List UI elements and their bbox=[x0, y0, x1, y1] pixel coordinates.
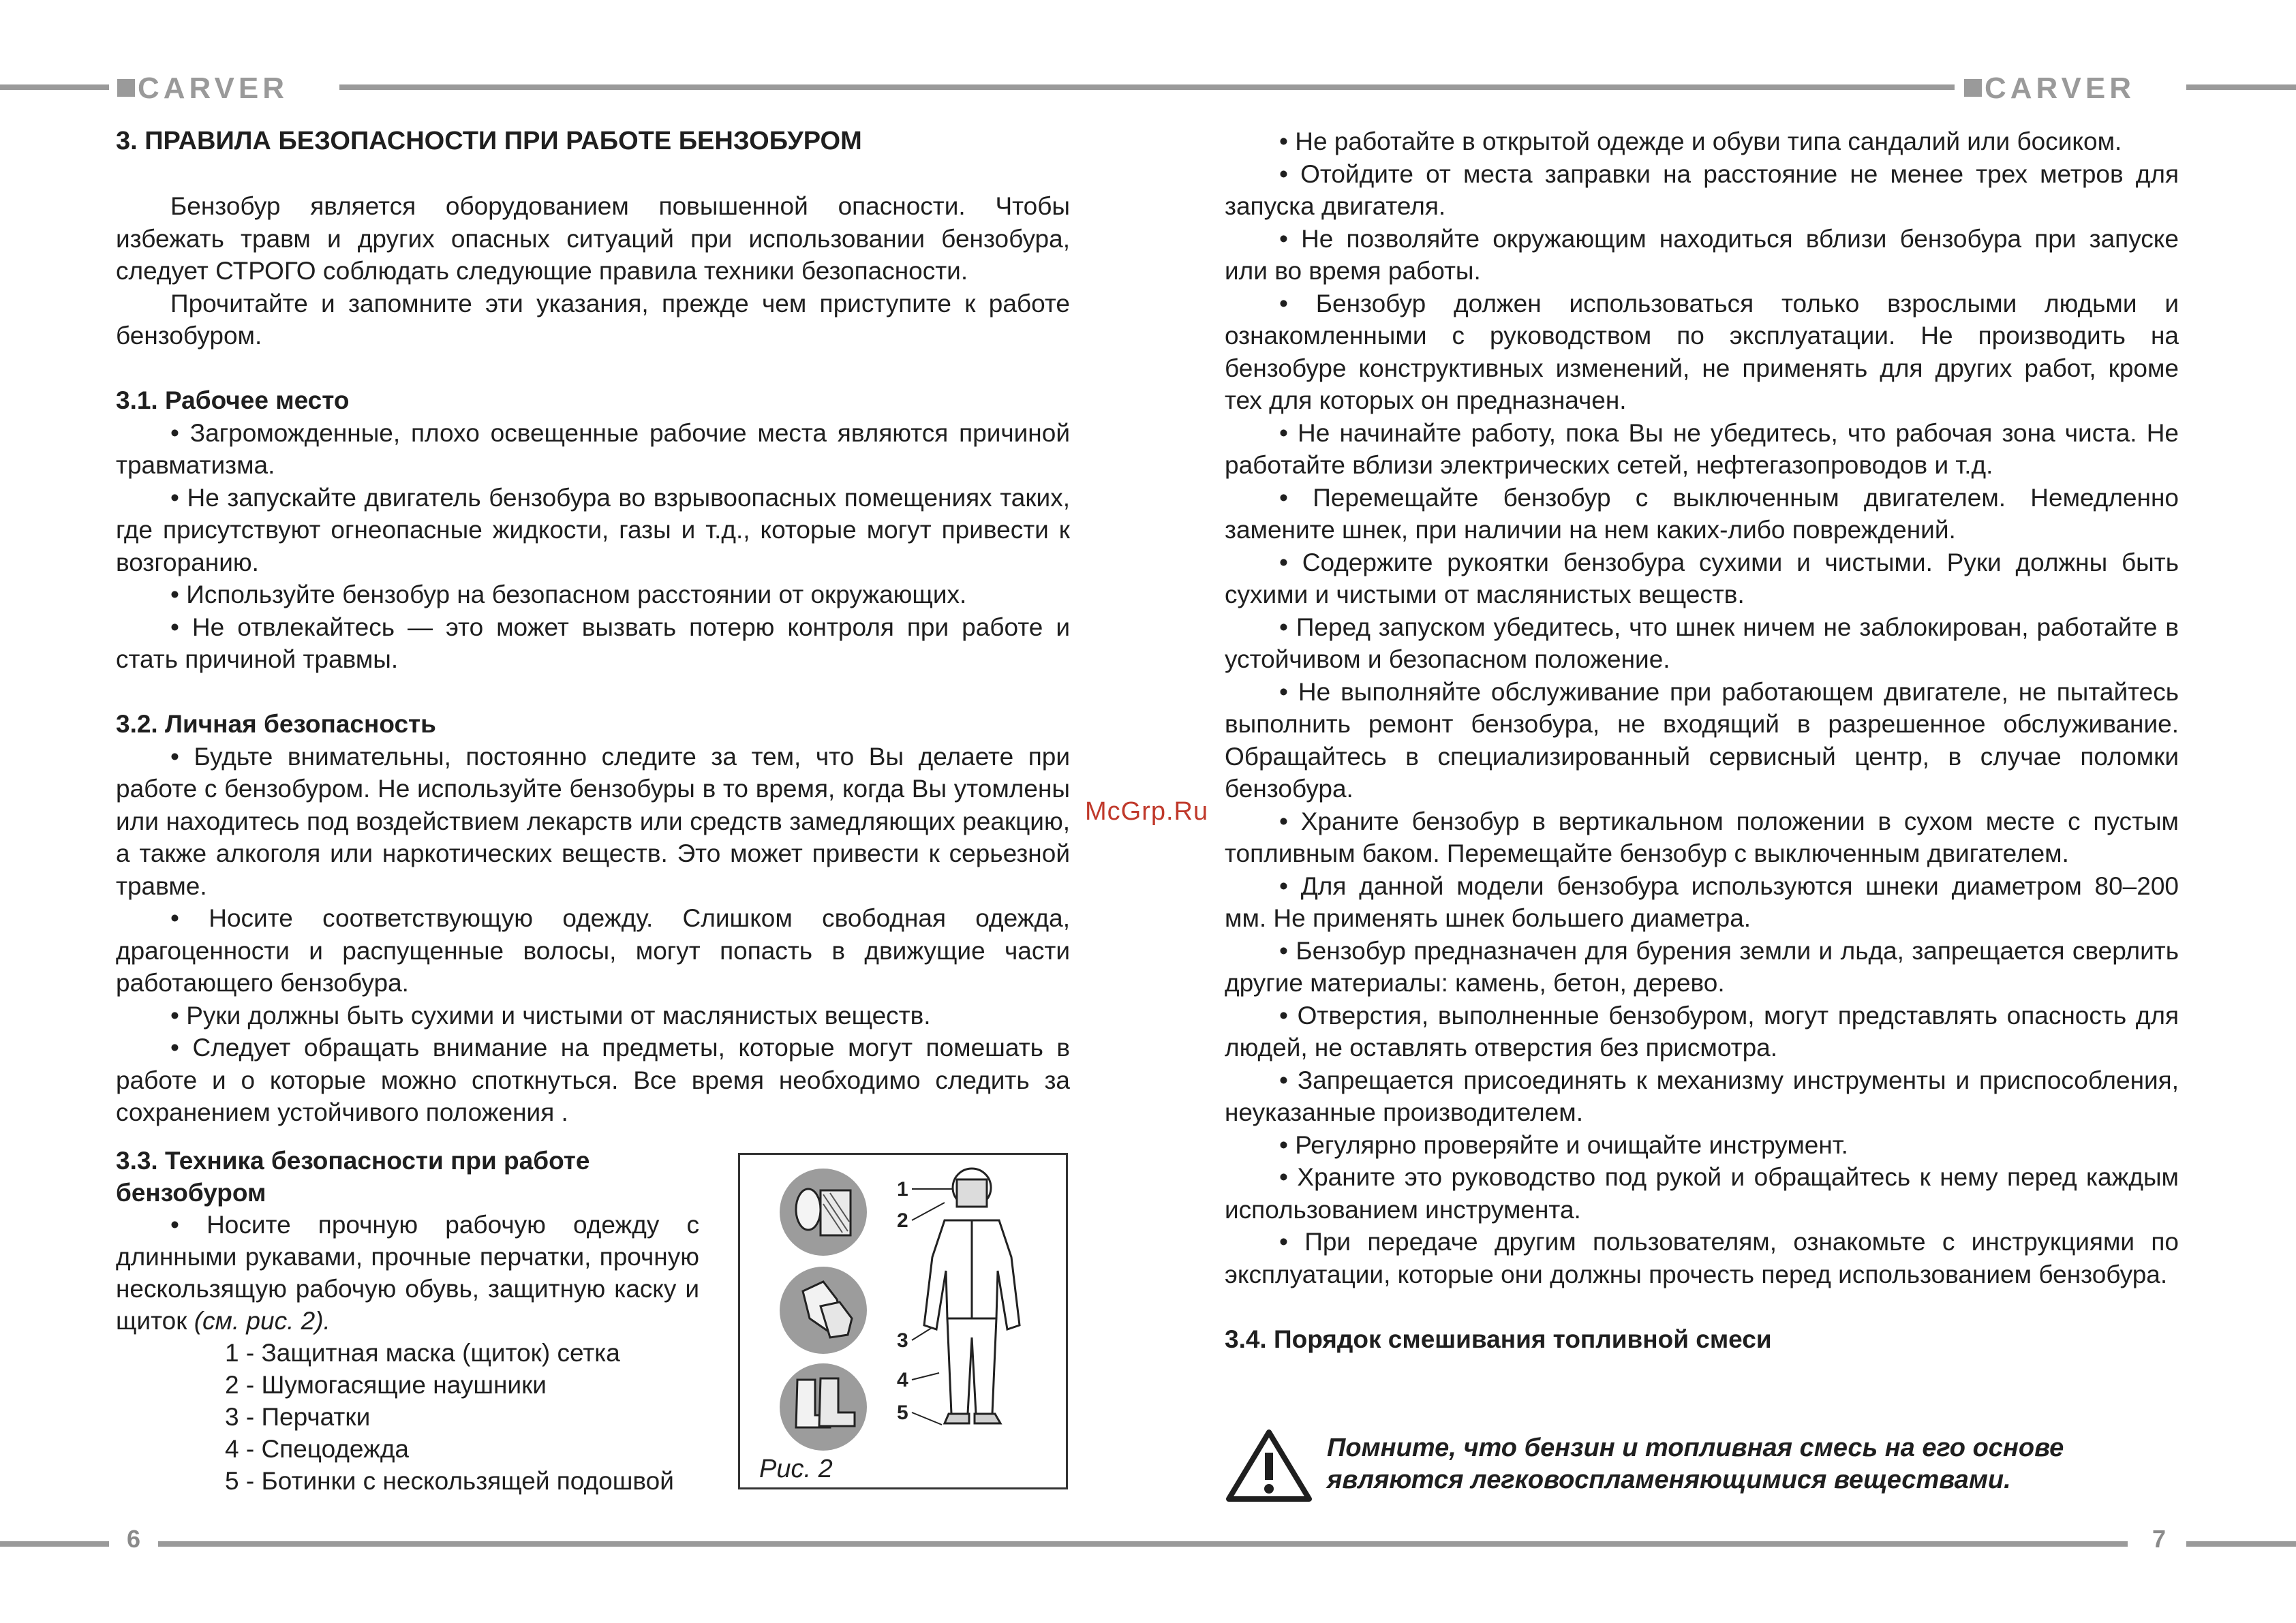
figure-label-1: 1 bbox=[897, 1178, 908, 1201]
logo-mark-icon bbox=[1964, 79, 1982, 97]
protective-gear-illustration bbox=[740, 1155, 1070, 1491]
bullet-item: • Будьте внимательны, постоянно следите за тем, что Вы делаете при работе с бензобуром. Не используйте бензобуры в то время, когда Вы утомлены или находитесь под воздействием лекарств или средств замедляющих реакцию, а также алкоголя или наркотических веществ. Это может привести к серьезной травме. bbox=[116, 742, 1070, 900]
bullet-item: • Бензобур предназначен для бурения земли и льда, запрещается сверлить другие материалы: камень, бетон, дерево. bbox=[1225, 936, 2179, 997]
gloves-icon bbox=[780, 1267, 867, 1354]
figure-reference: (см. рис. 2). bbox=[194, 1307, 331, 1335]
brand-text: CARVER bbox=[138, 72, 289, 105]
bullet-item: • Не выполняйте обслуживание при работающем двигателе, не пытайтесь выполнить ремонт бензобура, не входящий в разрешенное обслуживание. Обращайтесь в специализированный сервисный центр, в случае поломки бензобура. bbox=[1225, 677, 2179, 803]
logo-mark-icon bbox=[117, 79, 135, 97]
equipment-item: 5 - Ботинки с нескользящей подошвой bbox=[225, 1467, 674, 1495]
equipment-item: 2 - Шумогасящие наушники bbox=[225, 1371, 547, 1399]
brand-logo-left bbox=[117, 72, 288, 106]
bullet-item: • Отойдите от места заправки на расстояние не менее трех метров для запуска двигателя. bbox=[1225, 159, 2179, 220]
footer-rule-center bbox=[158, 1541, 2128, 1547]
intro-paragraph: Бензобур является оборудованием повышенной опасности. Чтобы избежать травм и других опасных ситуаций при использовании бензобура, следует СТРОГО соблюдать следующие правила техники безопасности. bbox=[116, 192, 1070, 285]
bullet-item: • Носите соответствующую одежду. Слишком свободная одежда, драгоценности и распущенные волосы, могут попасть в движущие части работающего бензобура. bbox=[116, 904, 1070, 997]
equipment-item: 1 - Защитная маска (щиток) сетка bbox=[225, 1339, 620, 1367]
figure-caption: Рис. 2 bbox=[759, 1455, 833, 1483]
bullet-item: • Содержите рукоятки бензобура сухими и чистыми. Руки должны быть сухими и чистыми от маслянистых веществ. bbox=[1225, 548, 2179, 608]
bullet-item: • Руки должны быть сухими и чистыми от маслянистых веществ. bbox=[170, 1001, 931, 1030]
subsection-title-3-3: 3.3. Техника безопасности при работе бензобуром bbox=[116, 1147, 590, 1207]
warning-line: являются легковоспламеняющимися веществами. bbox=[1327, 1466, 2011, 1494]
bullet-item: • Не работайте в открытой одежде и обуви типа сандалий или босиком. bbox=[1279, 127, 2122, 155]
bullet-item: • Перед запуском убедитесь, что шнек ничем не заблокирован, работайте в устойчивом и безопасном положение. bbox=[1225, 613, 2179, 673]
warning-triangle-icon bbox=[1225, 1428, 1313, 1503]
warning-line: Помните, что бензин и топливная смесь на его основе bbox=[1327, 1434, 2064, 1462]
subsection-title-3-1: 3.1. Рабочее место bbox=[116, 386, 350, 414]
bullet-item: • Отверстия, выполненные бензобуром, могут представлять опасность для людей, не оставлять отверстия без присмотра. bbox=[1225, 1001, 2179, 1062]
worker-figure-icon bbox=[924, 1169, 1020, 1423]
helmet-icon bbox=[780, 1169, 867, 1256]
brand-text: CARVER bbox=[1985, 72, 2136, 105]
bullet-item: • При передаче другим пользователям, ознакомьте с инструкциями по эксплуатации, которые они должны прочесть перед использованием бензобура. bbox=[1225, 1228, 2179, 1288]
footer-rule-left bbox=[0, 1541, 109, 1547]
bullet-item: • Не начинайте работу, пока Вы не убедитесь, что рабочая зона чиста. Не работайте вблизи электрических сетей, нефтегазопроводов и т.д. bbox=[1225, 418, 2179, 479]
page-number-right: 7 bbox=[2152, 1525, 2167, 1553]
warning-text bbox=[1327, 1432, 2064, 1496]
bullet-item: • Используйте бензобур на безопасном расстоянии от окружающих. bbox=[170, 581, 967, 608]
equipment-item: 3 - Перчатки bbox=[225, 1403, 371, 1431]
bullet-item bbox=[116, 1209, 699, 1337]
warning-box bbox=[1225, 1425, 2192, 1507]
bullet-item: • Перемещайте бензобур с выключенным двигателем. Немедленно замените шнек, при наличии на нем каких-либо повреждений. bbox=[1225, 483, 2179, 544]
equipment-item: 4 - Спецодежда bbox=[225, 1435, 410, 1463]
bullet-item: • Бензобур должен использоваться только взрослыми людьми и ознакомленными с руководством по эксплуатации. Не производить на бензобуре конструктивных изменений, не применять для других работ, кроме тех для которых он предназначен. bbox=[1225, 289, 2179, 414]
intro-paragraph: Прочитайте и запомните эти указания, прежде чем приступите к работе бензобуром. bbox=[116, 289, 1070, 350]
figure-label-2: 2 bbox=[897, 1209, 908, 1232]
bullet-item: • Храните это руководство под рукой и обращайтесь к нему перед каждым использованием инструмента. bbox=[1225, 1163, 2179, 1224]
bullet-item: • Не позволяйте окружающим находиться вблизи бензобура при запуске или во время работы. bbox=[1225, 224, 2179, 285]
figure-2 bbox=[738, 1153, 1068, 1489]
figure-label-3: 3 bbox=[897, 1329, 908, 1352]
subsection-title-3-4: 3.4. Порядок смешивания топливной смеси bbox=[1225, 1325, 1772, 1353]
left-column bbox=[116, 125, 1070, 1129]
watermark: McGrp.Ru bbox=[1085, 797, 1209, 826]
bullet-item: • Следует обращать внимание на предметы, которые могут помешать в работе и о которые можно споткнуться. Все время необходимо следить за сохранением устойчивого положения . bbox=[116, 1034, 1070, 1126]
bullet-item: • Регулярно проверяйте и очищайте инструмент. bbox=[1279, 1130, 1848, 1159]
figure-label-5: 5 bbox=[897, 1402, 908, 1424]
brand-logo-right bbox=[1964, 72, 2135, 106]
bullet-item: • Для данной модели бензобура используются шнеки диаметром 80–200 мм. Не применять шнек большего диаметра. bbox=[1225, 871, 2179, 932]
footer-rule-right bbox=[2186, 1541, 2296, 1547]
section-title: 3. ПРАВИЛА БЕЗОПАСНОСТИ ПРИ РАБОТЕ БЕНЗОБУРОМ bbox=[116, 127, 862, 155]
bullet-item: • Не отвлекайтесь — это может вызвать потерю контроля при работе и стать причиной травмы. bbox=[116, 613, 1070, 673]
right-column bbox=[1225, 125, 2179, 1355]
bullet-item: • Загроможденные, плохо освещенные рабочие места являются причиной травматизма. bbox=[116, 418, 1070, 479]
bullet-item: • Храните бензобур в вертикальном положении в сухом месте с пустым топливным баком. Перемещайте бензобур с выключенным двигателем. bbox=[1225, 807, 2179, 867]
bullet-item: • Не запускайте двигатель бензобура во взрывоопасных помещениях таких, где присутствуют огнеопасные жидкости, газы и т.д., которые могут привести к возгоранию. bbox=[116, 483, 1070, 576]
figure-label-4: 4 bbox=[897, 1369, 908, 1391]
header-rule-right bbox=[2186, 84, 2296, 90]
section-3-3 bbox=[116, 1145, 699, 1497]
header-rule-center bbox=[339, 84, 1955, 90]
boots-icon bbox=[780, 1363, 867, 1451]
header-rule-left bbox=[0, 84, 109, 90]
subsection-title-3-2: 3.2. Личная безопасность bbox=[116, 710, 436, 738]
bullet-item: • Запрещается присоединять к механизму инструменты и приспособления, неуказанные производителем. bbox=[1225, 1066, 2179, 1126]
page-number-left: 6 bbox=[127, 1525, 141, 1553]
bullet-text: • Носите прочную рабочую одежду с длинными рукавами, прочные перчатки, прочную нескользящую рабочую обувь, защитную каску и щиток bbox=[116, 1211, 699, 1335]
